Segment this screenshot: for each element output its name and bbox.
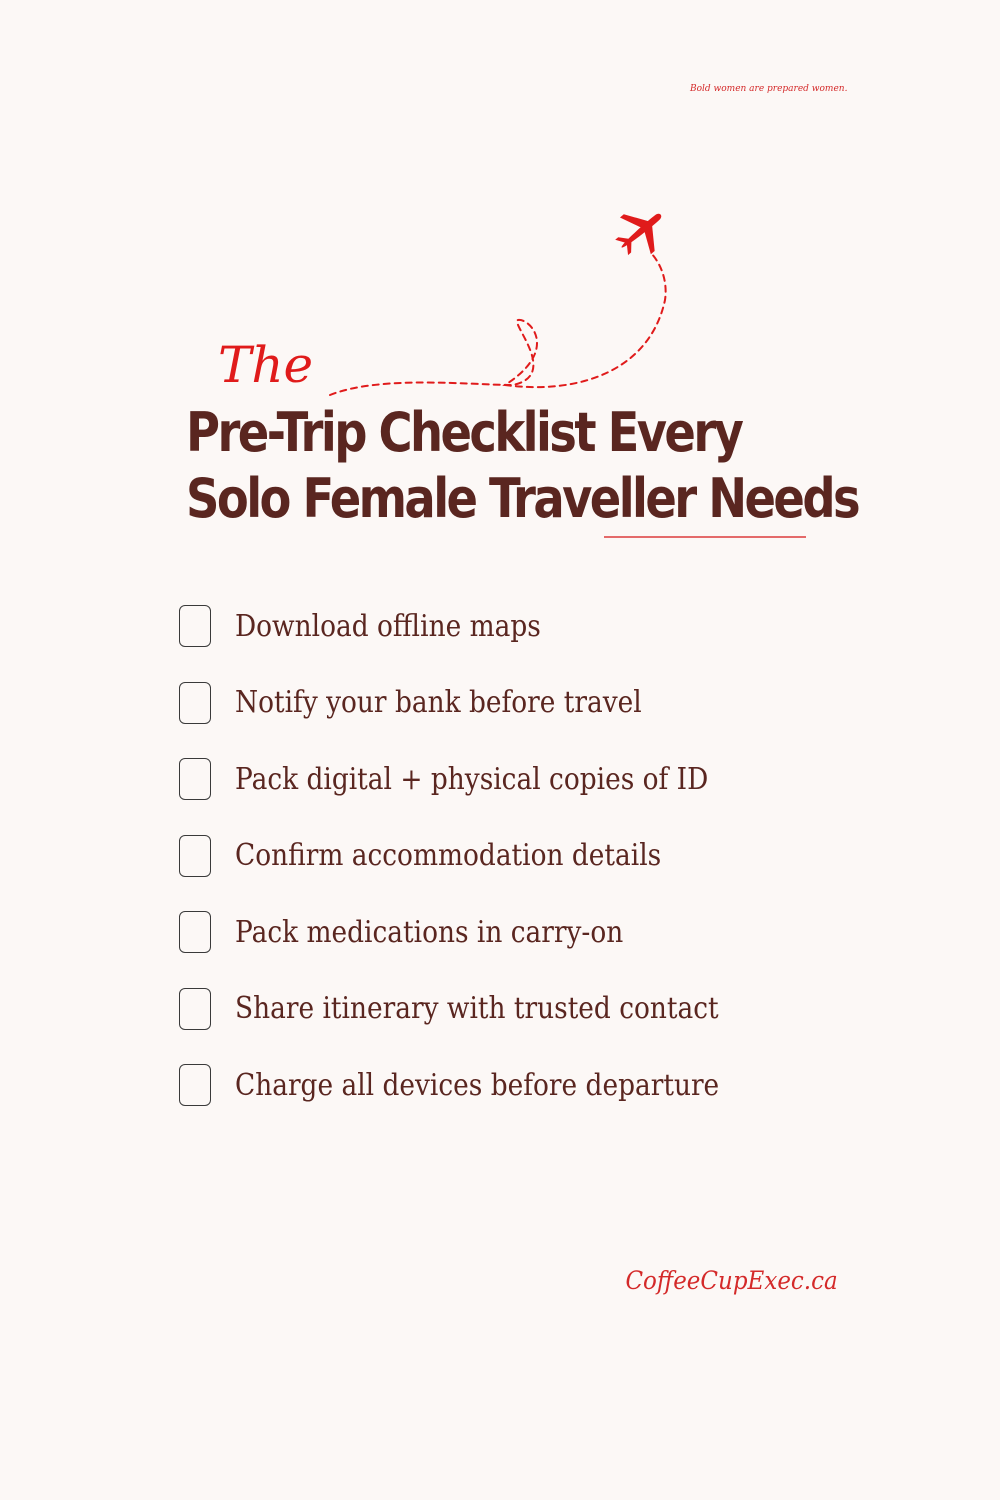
dashed-flight-path <box>330 252 666 395</box>
checklist-item[interactable] <box>179 680 785 726</box>
page-title <box>186 400 858 532</box>
checklist-item[interactable] <box>179 603 785 649</box>
checklist-item-label: Notify your bank before travel <box>235 685 642 720</box>
checklist-item-label: Pack digital + physical copies of ID <box>235 761 709 797</box>
checkbox[interactable] <box>179 605 211 647</box>
checkbox[interactable] <box>179 988 211 1030</box>
checkbox[interactable] <box>179 1064 211 1106</box>
airplane-icon <box>606 196 676 266</box>
checklist-item-label: Charge all devices before departure <box>235 1067 720 1103</box>
tagline: Bold women are prepared women. <box>690 84 848 94</box>
checklist-item-label: Share itinerary with trusted contact <box>235 991 719 1026</box>
checkbox[interactable] <box>179 911 211 953</box>
checklist-item[interactable] <box>179 986 785 1032</box>
title-line-1: Pre-Trip Checklist Every <box>186 401 742 464</box>
title-underline <box>604 536 806 538</box>
checkbox[interactable] <box>179 835 211 877</box>
checklist-item-label: Pack medications in carry-on <box>235 914 624 950</box>
checklist-item-label: Confirm accommodation details <box>235 838 662 873</box>
checklist-item[interactable] <box>179 833 785 879</box>
checklist-item[interactable] <box>179 909 785 955</box>
pre-trip-checklist <box>179 603 785 1139</box>
checklist-item-label: Download offline maps <box>235 608 541 644</box>
checkbox[interactable] <box>179 758 211 800</box>
checklist-item[interactable] <box>179 756 785 802</box>
checkbox[interactable] <box>179 682 211 724</box>
checklist-item[interactable] <box>179 1062 785 1108</box>
website-url[interactable]: CoffeeCupExec.ca <box>625 1266 838 1295</box>
title-line-2: Solo Female Traveller Needs <box>186 467 859 530</box>
title-prefix: The <box>218 336 314 394</box>
